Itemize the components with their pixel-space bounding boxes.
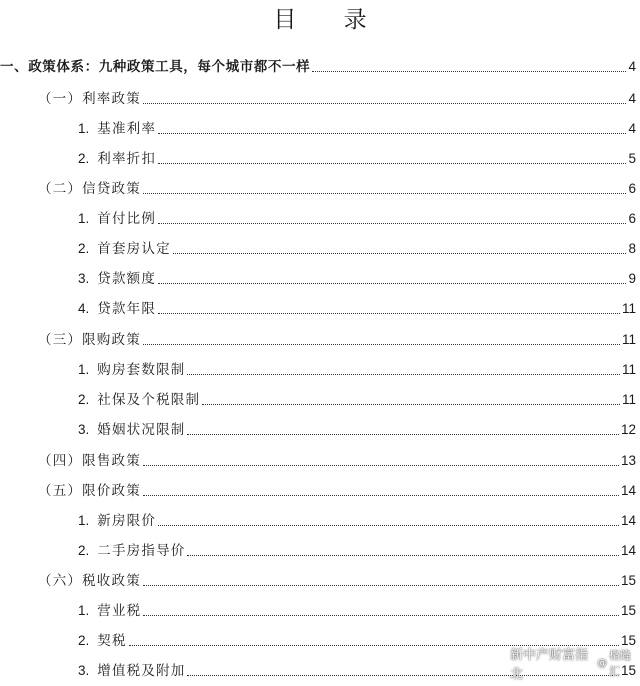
toc-entry-page: 11	[621, 362, 636, 377]
toc-entry[interactable]	[38, 474, 636, 500]
toc-entry-text: （四）限售政策	[38, 453, 141, 469]
toc-entry-label	[78, 210, 156, 228]
toc-entry-number: 1.	[78, 513, 90, 528]
toc-entry-label	[78, 361, 185, 379]
toc-leader-dots	[187, 374, 620, 375]
toc-entry-page: 12	[620, 422, 636, 437]
toc-entry-text: 婚姻状况限制	[97, 422, 186, 438]
toc-leader-dots	[158, 313, 620, 314]
toc-entry[interactable]	[78, 112, 636, 138]
toc-entry-page: 4	[628, 59, 636, 74]
toc-entry-text: 基准利率	[97, 121, 157, 137]
toc-leader-dots	[143, 344, 620, 345]
toc-entry-number: 2.	[78, 633, 90, 648]
toc-entry-page: 15	[620, 633, 636, 648]
toc-entry-label	[78, 512, 156, 530]
toc-entry-number: 2.	[78, 151, 90, 166]
toc-leader-dots	[143, 495, 619, 496]
toc-entry-number: 2.	[78, 543, 90, 558]
toc-entry-page: 9	[628, 271, 636, 286]
toc-entry-label	[38, 90, 141, 108]
toc-entry[interactable]	[38, 444, 636, 470]
toc-entry-number: 3.	[78, 422, 90, 437]
toc-entry-number: 1.	[78, 362, 90, 377]
toc-entry[interactable]	[78, 534, 636, 560]
toc-entry-label	[78, 602, 141, 620]
toc-entry-page: 8	[628, 241, 636, 256]
toc-entry-page: 15	[620, 603, 636, 618]
toc-entry-label	[78, 120, 156, 138]
watermark-main: 新中产财富指北	[510, 648, 589, 682]
toc-entry-page: 11	[621, 301, 636, 316]
toc-entry-number: 4.	[78, 301, 90, 316]
toc-entry-label	[0, 58, 310, 76]
toc-entry-page: 6	[628, 181, 636, 196]
toc-leader-dots	[312, 71, 626, 72]
toc-entry-number: 1.	[78, 211, 90, 226]
toc-leader-dots	[158, 525, 619, 526]
toc-entry-text: 新房限价	[97, 513, 157, 529]
watermark-at-icon: @	[597, 657, 608, 669]
toc-entry-label	[78, 542, 185, 560]
toc-entry-label	[78, 300, 156, 318]
toc-entry-label	[38, 452, 141, 470]
watermark-sub: 格隆汇	[609, 649, 632, 678]
toc-leader-dots	[143, 465, 619, 466]
toc-entry-label	[38, 572, 141, 590]
toc-entry-label	[78, 421, 185, 439]
toc-entry[interactable]	[0, 50, 636, 76]
toc-entry-text: 增值税及附加	[97, 663, 186, 679]
toc-entry[interactable]	[78, 413, 636, 439]
toc-entry-page: 15	[620, 573, 636, 588]
toc-leader-dots	[173, 253, 627, 254]
watermark	[478, 648, 640, 682]
toc-entry-text: 社保及个税限制	[97, 392, 201, 408]
toc-entry-page: 11	[621, 392, 636, 407]
toc-leader-dots	[143, 103, 627, 104]
toc-leader-dots	[202, 404, 620, 405]
toc-entry-text: 贷款额度	[97, 271, 157, 287]
toc-entry-page: 4	[628, 121, 636, 136]
toc-entry-text: 贷款年限	[97, 301, 157, 317]
toc-leader-dots	[158, 133, 626, 134]
toc-entry[interactable]	[78, 142, 636, 168]
toc-entry-page: 5	[628, 151, 636, 166]
toc-entry-page: 14	[620, 513, 636, 528]
toc-entry-label	[78, 662, 185, 680]
toc-entry[interactable]	[78, 202, 636, 228]
toc-entry[interactable]	[78, 232, 636, 258]
toc-entry-text: 营业税	[97, 603, 142, 619]
toc-entry-text: （六）税收政策	[38, 573, 141, 589]
toc-entry-text: （二）信贷政策	[38, 181, 141, 197]
toc-entry[interactable]	[38, 82, 636, 108]
toc-entry-page: 14	[620, 483, 636, 498]
toc-entry-number: 1.	[78, 121, 90, 136]
toc-entry-text: 首付比例	[97, 211, 157, 227]
toc-entry[interactable]	[38, 172, 636, 198]
toc-entry-label	[38, 482, 141, 500]
toc-leader-dots	[158, 223, 626, 224]
toc-entry-label	[78, 150, 156, 168]
toc-entry-text: 利率折扣	[97, 151, 157, 167]
toc-entry-label	[78, 270, 156, 288]
toc-entry-page: 13	[620, 453, 636, 468]
toc-entry-page: 15	[620, 663, 636, 678]
toc-entry-number: 3.	[78, 663, 90, 678]
toc-entry-text: 一、政策体系：九种政策工具，每个城市都不一样	[0, 59, 311, 75]
toc-entry-text: （五）限价政策	[38, 483, 141, 499]
toc-entry[interactable]	[78, 383, 636, 409]
toc-entry-text: 购房套数限制	[97, 362, 186, 378]
toc-entry-number: 1.	[78, 603, 90, 618]
toc-leader-dots	[143, 585, 619, 586]
toc-entry-text: 二手房指导价	[97, 543, 186, 559]
toc-leader-dots	[187, 555, 619, 556]
toc-entry-page: 4	[628, 91, 636, 106]
toc-leader-dots	[143, 193, 627, 194]
toc-entry-number: 2.	[78, 241, 90, 256]
toc-entry[interactable]	[78, 594, 636, 620]
wechat-icon	[478, 652, 506, 674]
toc-entry-text: （三）限购政策	[38, 332, 141, 348]
toc-entry-label	[38, 180, 141, 198]
toc-leader-dots	[158, 283, 626, 284]
toc-entry[interactable]	[38, 323, 636, 349]
toc-entry[interactable]	[78, 504, 636, 530]
toc-leader-dots	[158, 163, 626, 164]
toc-entry-number: 3.	[78, 271, 90, 286]
toc-title: 目 录	[273, 7, 387, 33]
toc-entry[interactable]	[78, 353, 636, 379]
toc-entry-page: 14	[620, 543, 636, 558]
toc-entry-number: 2.	[78, 392, 90, 407]
toc-entry-label	[38, 331, 141, 349]
toc-entry-text: 契税	[97, 633, 127, 649]
toc-entry-page: 6	[628, 211, 636, 226]
toc-entry-label	[78, 240, 171, 258]
toc-entry[interactable]	[38, 564, 636, 590]
toc-leader-dots	[187, 434, 619, 435]
toc-entry-page: 11	[621, 332, 636, 347]
toc-entry[interactable]	[78, 292, 636, 318]
toc-leader-dots	[143, 615, 619, 616]
toc-entry-label	[78, 632, 127, 650]
toc-entry-text: 首套房认定	[97, 241, 171, 257]
toc-entry[interactable]	[78, 262, 636, 288]
toc-entry-text: （一）利率政策	[38, 91, 141, 107]
toc-entry-label	[78, 391, 200, 409]
